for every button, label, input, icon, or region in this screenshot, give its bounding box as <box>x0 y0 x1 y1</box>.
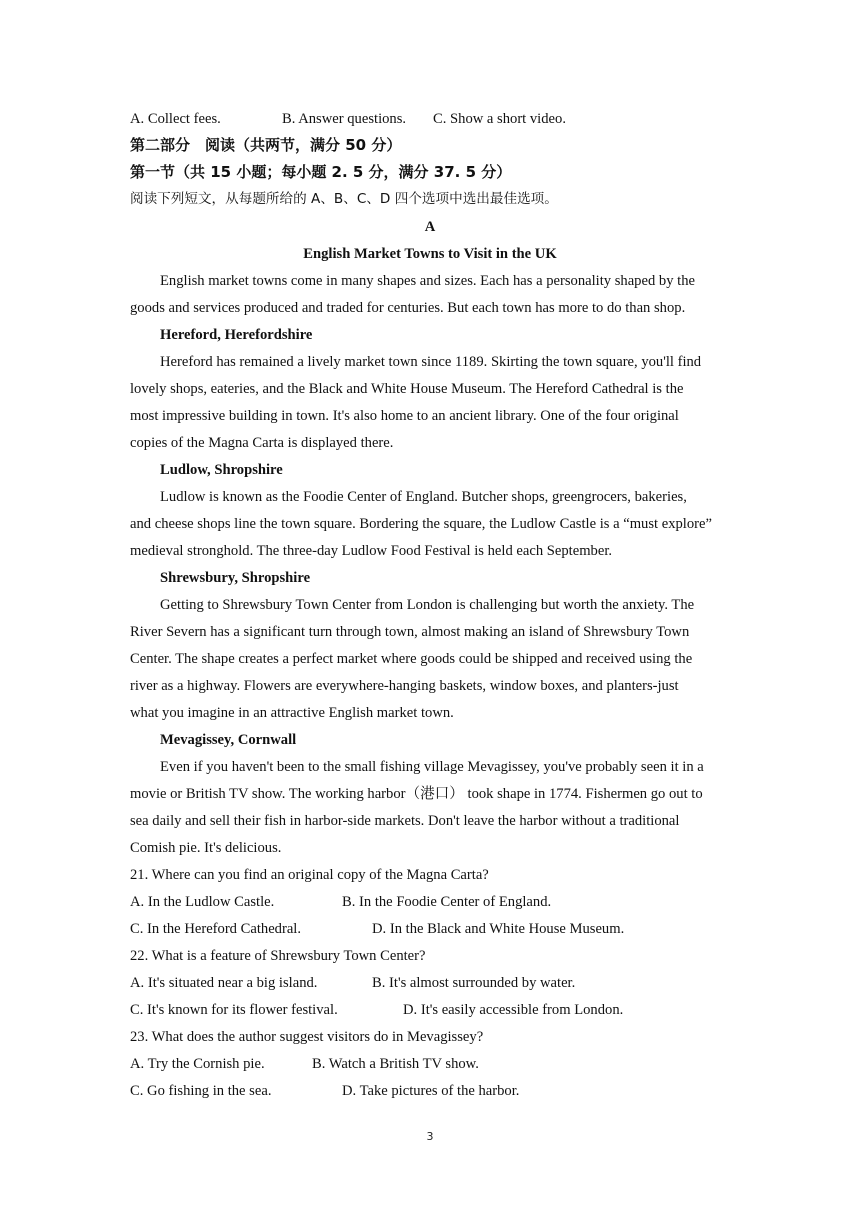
question-22-options-row-1 <box>130 974 576 992</box>
option-a: A. It's situated near a big island. <box>130 975 318 991</box>
option-a: A. Try the Cornish pie. <box>130 1056 265 1072</box>
option-d: D. It's easily accessible from London. <box>403 1002 624 1018</box>
question-23-options-row-2 <box>130 1082 520 1100</box>
paragraph-line: river as a highway. Flowers are everywhere-hanging baskets, window boxes, and planters-just <box>130 678 679 694</box>
option-d: D. Take pictures of the harbor. <box>342 1083 520 1099</box>
paragraph-line: what you imagine in an attractive English market town. <box>130 705 454 721</box>
paragraph-line: copies of the Magna Carta is displayed there. <box>130 435 394 451</box>
question-22-options-row-2 <box>130 1001 624 1019</box>
paragraph-line: River Severn has a significant turn through town, almost making an island of Shrewsbury Town <box>130 624 690 640</box>
option-b: B. In the Foodie Center of England. <box>342 894 552 910</box>
question-21-options-row-1 <box>130 893 552 911</box>
paragraph-line: and cheese shops line the town square. Bordering the square, the Ludlow Castle is a “must explore” <box>130 516 712 532</box>
paragraph-line: most impressive building in town. It's also home to an ancient library. One of the four original <box>130 408 679 424</box>
intro-line: English market towns come in many shapes and sizes. Each has a personality shaped by the <box>160 273 695 289</box>
town-heading-shrewsbury: Shrewsbury, Shropshire <box>160 570 311 586</box>
town-heading-hereford: Hereford, Herefordshire <box>160 327 313 343</box>
instructions: 阅读下列短文，从每题所给的 A、B、C、D 四个选项中选出最佳选项。 <box>130 191 558 207</box>
question-23-options-row-1 <box>130 1055 479 1073</box>
paragraph-line: sea daily and sell their fish in harbor-side markets. Don't leave the harbor without a traditional <box>130 813 680 829</box>
section-heading: 第一节（共 15 小题；每小题 2. 5 分，满分 37. 5 分） <box>130 163 512 181</box>
paragraph-line: Even if you haven't been to the small fishing village Mevagissey, you've probably seen it in a <box>160 759 704 775</box>
page-number: 3 <box>426 1130 434 1143</box>
paragraph-line: medieval stronghold. The three-day Ludlow Food Festival is held each September. <box>130 543 613 559</box>
paragraph-line: Hereford has remained a lively market town since 1189. Skirting the town square, you'll find <box>160 354 702 370</box>
question-22-stem: 22. What is a feature of Shrewsbury Town Center? <box>130 948 426 964</box>
part-heading: 第二部分 阅读（共两节，满分 50 分） <box>130 136 402 154</box>
paragraph-line: Center. The shape creates a perfect market where goods could be shipped and received using the <box>130 651 693 667</box>
question-23-stem: 23. What does the author suggest visitors do in Mevagissey? <box>130 1029 484 1045</box>
paragraph-line: Getting to Shrewsbury Town Center from London is challenging but worth the anxiety. The <box>160 597 695 613</box>
paragraph-line: Comish pie. It's delicious. <box>130 840 282 856</box>
paragraph-line: movie or British TV show. The working harbor（港口） took shape in 1774. Fishermen go out to <box>130 786 703 802</box>
option-c: C. Show a short video. <box>433 111 566 127</box>
option-c: C. In the Hereford Cathedral. <box>130 921 302 937</box>
paragraph-line: Ludlow is known as the Foodie Center of England. Butcher shops, greengrocers, bakeries, <box>160 489 687 505</box>
town-heading-mevagissey: Mevagissey, Cornwall <box>160 732 297 748</box>
option-a: A. In the Ludlow Castle. <box>130 894 275 910</box>
previous-question-options <box>130 110 566 128</box>
option-d: D. In the Black and White House Museum. <box>372 921 625 937</box>
paragraph-line: lovely shops, eateries, and the Black and White House Museum. The Hereford Cathedral is the <box>130 381 684 397</box>
question-21-stem: 21. Where can you find an original copy of the Magna Carta? <box>130 867 489 883</box>
option-a: A. Collect fees. <box>130 111 221 127</box>
option-b: B. It's almost surrounded by water. <box>372 975 576 991</box>
town-heading-ludlow: Ludlow, Shropshire <box>160 462 283 478</box>
option-b: B. Watch a British TV show. <box>312 1056 479 1072</box>
option-b: B. Answer questions. <box>282 111 407 127</box>
passage-label: A <box>424 219 436 235</box>
question-21-options-row-2 <box>130 920 625 938</box>
passage-title: English Market Towns to Visit in the UK <box>303 246 557 262</box>
intro-line: goods and services produced and traded for centuries. But each town has more to do than shop. <box>130 300 686 316</box>
option-c: C. Go fishing in the sea. <box>130 1083 272 1099</box>
option-c: C. It's known for its flower festival. <box>130 1002 338 1018</box>
